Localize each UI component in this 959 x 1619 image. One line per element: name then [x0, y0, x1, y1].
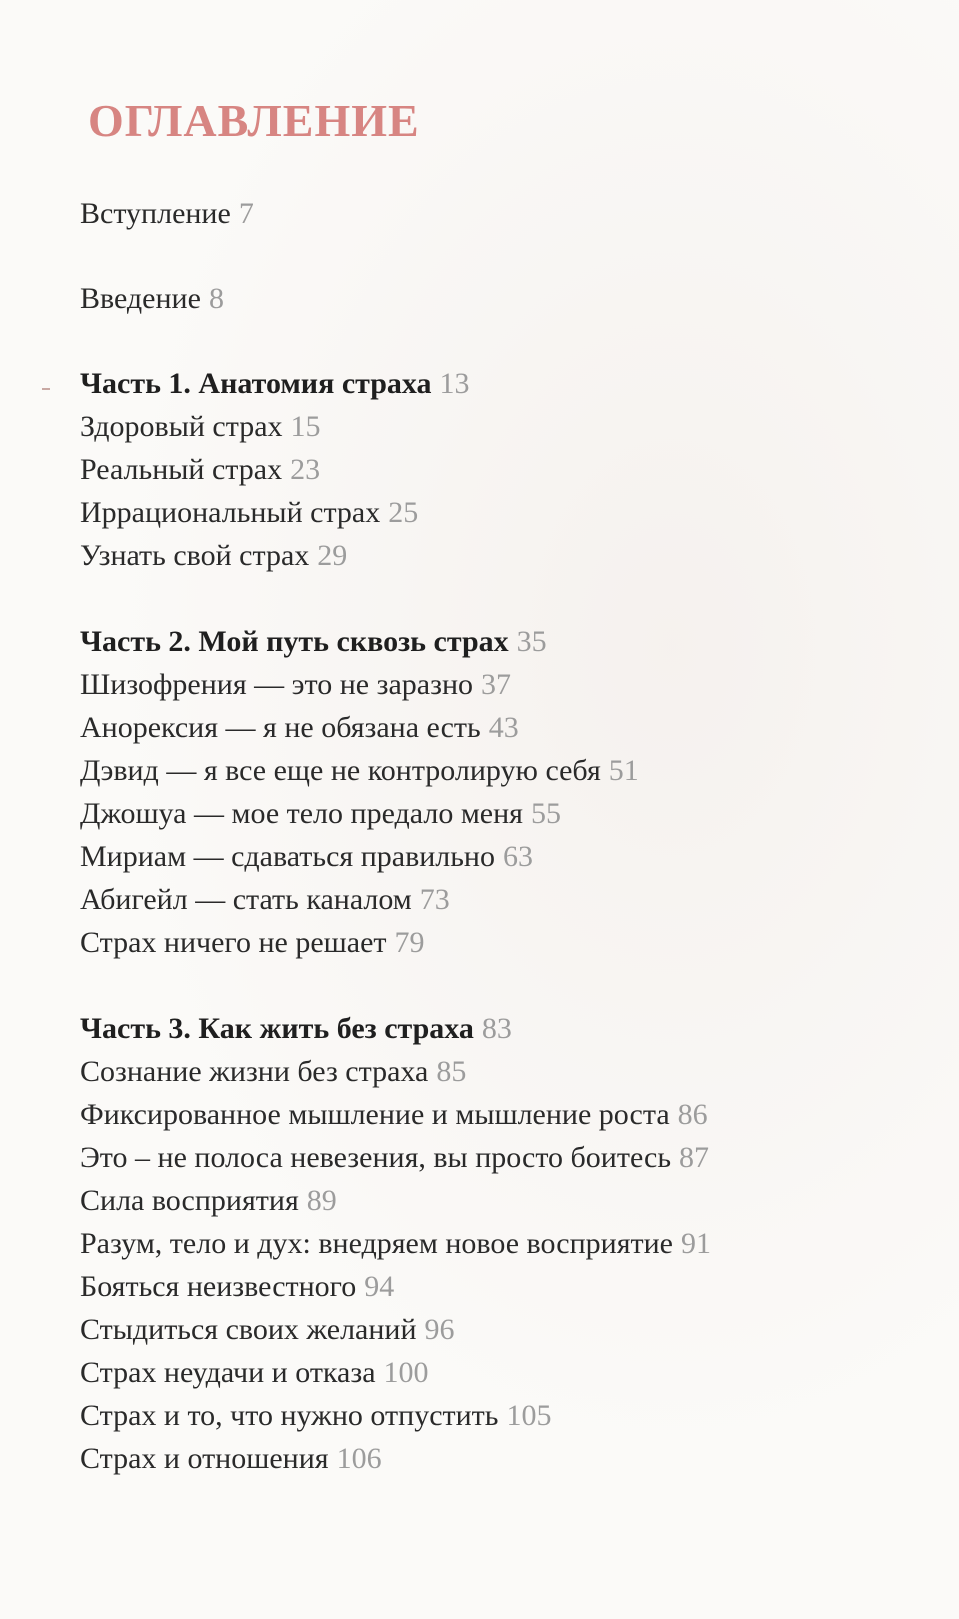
toc-chapter: [80, 1222, 940, 1265]
toc-chapter-page: 51: [608, 754, 639, 787]
toc-part-label: Часть 3. Как жить без страха: [80, 1012, 474, 1045]
toc-chapter-page: 79: [394, 926, 425, 959]
toc-chapter-label: Разум, тело и дух: внедряем новое восприятие: [80, 1227, 673, 1260]
toc-chapter-label: Дэвид — я все еще не контролирую себя: [80, 754, 601, 787]
toc-chapter-label: Шизофрения — это не заразно: [80, 668, 474, 701]
toc-entry-introduction: [80, 277, 940, 320]
toc-chapter-page: 55: [530, 797, 561, 830]
table-of-contents: [80, 192, 940, 1523]
toc-chapter-page: 94: [364, 1270, 395, 1303]
toc-chapter-page: 89: [306, 1184, 337, 1217]
toc-chapter-page: 29: [317, 539, 348, 572]
toc-chapter-page: 63: [503, 840, 533, 873]
toc-part-page: 83: [481, 1012, 512, 1045]
toc-chapter-label: Страх ничего не решает: [80, 926, 387, 959]
toc-chapter-label: Мириам — сдаваться правильно: [80, 840, 495, 873]
toc-chapter-label: Узнать свой страх: [80, 539, 310, 572]
toc-chapter-page: 15: [290, 410, 321, 443]
toc-chapter: [80, 1265, 940, 1308]
toc-chapter: [80, 1093, 940, 1136]
toc-chapter-label: Сила восприятия: [80, 1184, 299, 1217]
toc-entry-intro: [80, 192, 940, 235]
toc-part-heading: [80, 1007, 940, 1050]
toc-chapter: [80, 878, 940, 921]
toc-chapter-label: Джошуа — мое тело предало меня: [80, 797, 523, 830]
toc-chapter-page: 106: [336, 1442, 382, 1475]
toc-chapter-page: 105: [506, 1399, 552, 1432]
toc-chapter: [80, 534, 940, 577]
toc-chapter-page: 100: [383, 1356, 429, 1389]
toc-chapter: [80, 792, 940, 835]
toc-part-2: [80, 620, 940, 964]
toc-chapter-label: Фиксированное мышление и мышление роста: [80, 1098, 670, 1131]
toc-chapter-label: Анорексия — я не обязана есть: [80, 711, 481, 744]
toc-entry-label: Введение: [80, 282, 201, 315]
toc-chapter: [80, 663, 940, 706]
toc-chapter-label: Бояться неизвестного: [80, 1270, 357, 1303]
toc-chapter-label: Иррациональный страх: [80, 496, 381, 529]
toc-chapter-page: 73: [419, 883, 450, 916]
toc-chapter-page: 25: [388, 496, 419, 529]
toc-chapter-label: Страх и то, что нужно отпустить: [80, 1399, 499, 1432]
toc-part-label: Часть 1. Анатомия страха: [80, 367, 432, 400]
toc-chapter-label: Сознание жизни без страха: [80, 1055, 429, 1088]
toc-chapter-page: 96: [424, 1313, 455, 1346]
toc-chapter-label: Это – не полоса невезения, вы просто боитесь: [80, 1141, 672, 1174]
toc-chapter: [80, 1179, 940, 1222]
page-title: ОГЛАВЛЕНИЕ: [88, 95, 420, 146]
toc-chapter-page: 23: [290, 453, 321, 486]
toc-entry-label: Вступление: [80, 197, 231, 230]
toc-part-label: Часть 2. Мой путь сквозь страх: [80, 625, 509, 658]
toc-chapter: [80, 1437, 940, 1480]
toc-chapter: [80, 1351, 940, 1394]
toc-chapter: [80, 706, 940, 749]
toc-part-1: [80, 362, 940, 577]
toc-chapter-page: 91: [680, 1227, 711, 1260]
toc-chapter-label: Реальный страх: [80, 453, 283, 486]
toc-chapter-page: 37: [481, 668, 512, 701]
toc-part-3: [80, 1007, 940, 1480]
toc-chapter: [80, 405, 940, 448]
toc-chapter: [80, 1136, 940, 1179]
toc-chapter-label: Здоровый страх: [80, 410, 283, 443]
toc-chapter-label: Абигейл — стать каналом: [80, 883, 412, 916]
margin-mark: [42, 388, 50, 390]
toc-chapter-page: 87: [679, 1141, 710, 1174]
toc-chapter: [80, 835, 940, 878]
toc-part-page: 13: [439, 367, 470, 400]
toc-chapter: [80, 448, 940, 491]
toc-chapter-page: 43: [488, 711, 519, 744]
toc-part-page: 35: [516, 625, 547, 658]
toc-part-heading: [80, 362, 940, 405]
toc-chapter: [80, 1050, 940, 1093]
toc-chapter: [80, 1308, 940, 1351]
toc-chapter-label: Стыдиться своих желаний: [80, 1313, 417, 1346]
toc-chapter-label: Страх неудачи и отказа: [80, 1356, 376, 1389]
toc-chapter: [80, 921, 940, 964]
toc-entry-page: 7: [238, 197, 254, 230]
toc-chapter-page: 85: [436, 1055, 467, 1088]
toc-part-heading: [80, 620, 940, 663]
toc-entry-page: 8: [208, 282, 224, 315]
toc-chapter: [80, 749, 940, 792]
toc-chapter-label: Страх и отношения: [80, 1442, 329, 1475]
toc-chapter-page: 86: [677, 1098, 708, 1131]
toc-chapter: [80, 1394, 940, 1437]
toc-chapter: [80, 491, 940, 534]
